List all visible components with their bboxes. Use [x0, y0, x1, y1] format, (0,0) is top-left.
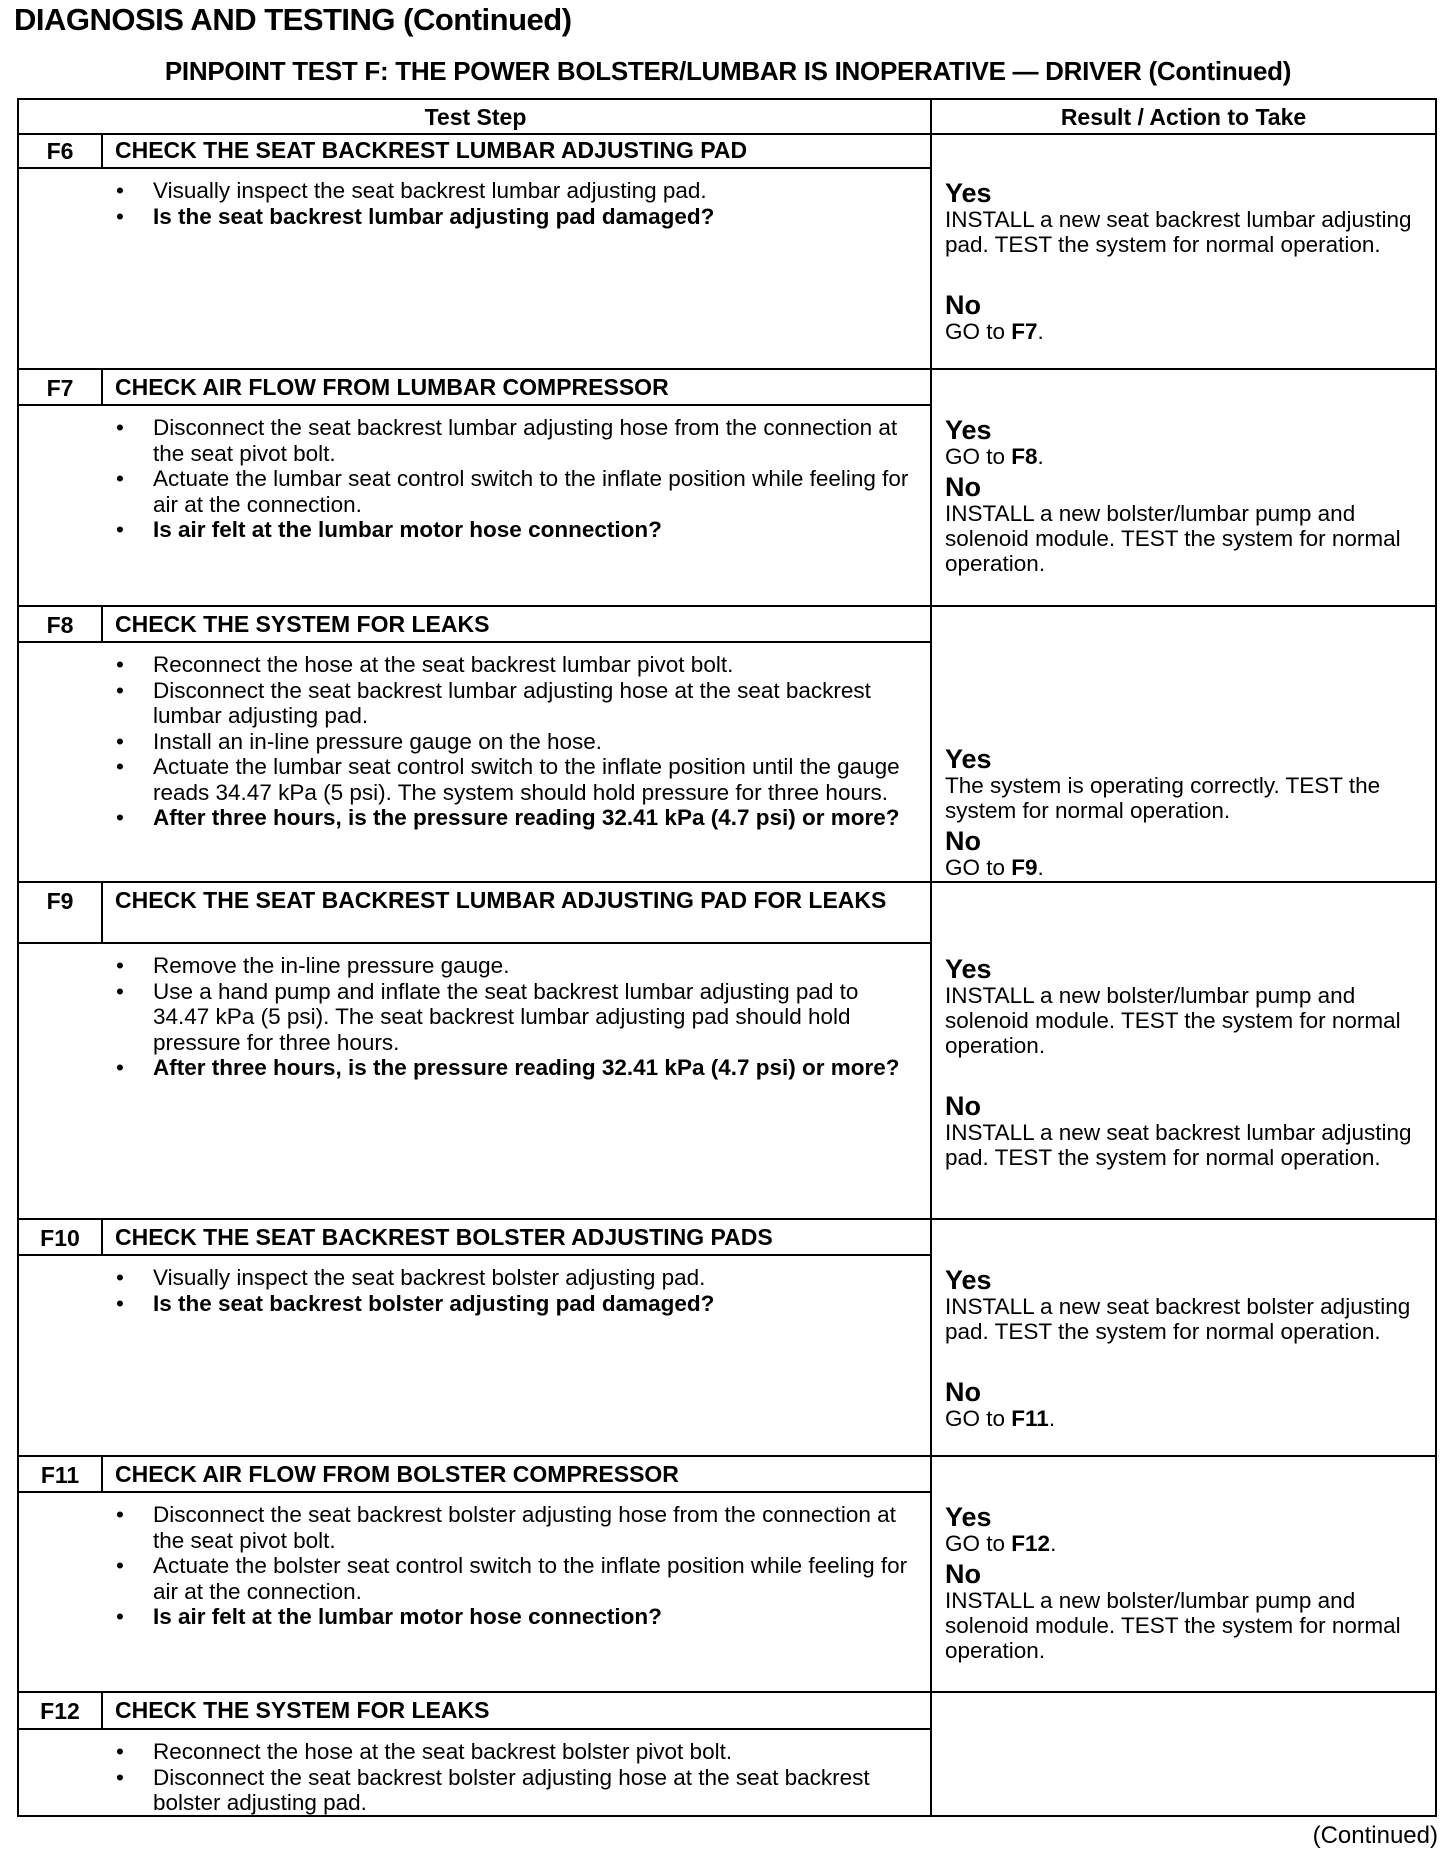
test-step-section: [19, 1693, 1435, 1817]
step-number: F11: [19, 1457, 103, 1491]
result-actions: [945, 955, 1425, 1170]
result-no: [945, 291, 1425, 344]
action-text: GO to: [945, 855, 1012, 880]
bullet-icon: •: [116, 728, 124, 754]
step-instruction: [19, 754, 930, 805]
step-instruction: [19, 1553, 930, 1604]
step-title: CHECK THE SEAT BACKREST LUMBAR ADJUSTING PAD: [115, 137, 748, 163]
result-label: No: [945, 1559, 981, 1589]
result-actions: [945, 1503, 1425, 1663]
column-header-result: Result / Action to Take: [1060, 104, 1307, 130]
instruction-text: Disconnect the seat backrest lumbar adjusting hose from the connection at the seat pivot bolt.: [153, 415, 898, 466]
step-instruction: [19, 1739, 930, 1765]
result-action-text: [945, 983, 1425, 1058]
instruction-text: Install an in-line pressure gauge on the hose.: [153, 728, 603, 754]
action-text: INSTALL a new bolster/lumbar pump and solenoid module. TEST the system for normal operation.: [945, 1588, 1401, 1663]
result-action-text: [945, 855, 1425, 880]
test-step-section: [19, 883, 1435, 1220]
bullet-icon: •: [116, 652, 124, 677]
step-title: CHECK AIR FLOW FROM LUMBAR COMPRESSOR: [115, 374, 669, 400]
step-question: [19, 805, 930, 831]
bullet-icon: •: [116, 1739, 124, 1764]
result-action-text: [945, 1294, 1425, 1344]
step-instruction: [19, 466, 930, 517]
step-instructions: [19, 415, 930, 543]
result-action-text: [945, 773, 1425, 823]
action-text: GO to: [945, 319, 1012, 344]
step-instructions: [19, 1739, 930, 1816]
result-yes: [945, 1503, 1425, 1556]
instruction-text: After three hours, is the pressure reading 32.41 kPa (4.7 psi) or more?: [153, 805, 900, 830]
continued-label: (Continued): [1312, 1822, 1438, 1849]
step-instruction: [19, 1265, 930, 1291]
step-title: CHECK THE SYSTEM FOR LEAKS: [115, 611, 490, 637]
step-instructions: [19, 1502, 930, 1630]
step-number: F12: [19, 1693, 103, 1728]
step-title: CHECK THE SYSTEM FOR LEAKS: [115, 1697, 490, 1723]
result-action-text: [945, 444, 1425, 469]
instruction-text: Is the seat backrest bolster adjusting pad damaged?: [153, 1290, 715, 1316]
step-heading: [19, 1220, 932, 1256]
action-text: INSTALL a new bolster/lumbar pump and solenoid module. TEST the system for normal operation.: [945, 983, 1401, 1058]
step-question: [19, 517, 930, 543]
result-action-text: [945, 1588, 1425, 1663]
instruction-text: Reconnect the hose at the seat backrest bolster pivot bolt.: [153, 1739, 733, 1764]
result-label: Yes: [945, 744, 992, 774]
action-text: INSTALL a new seat backrest lumbar adjusting pad. TEST the system for normal operation.: [945, 1120, 1412, 1170]
bullet-icon: •: [116, 953, 124, 978]
bullet-icon: •: [116, 203, 124, 229]
bullet-icon: •: [116, 1764, 124, 1790]
step-instructions: [19, 1265, 930, 1316]
pinpoint-test-title: PINPOINT TEST F: THE POWER BOLSTER/LUMBAR IS INOPERATIVE — DRIVER (Continued): [164, 56, 1292, 86]
result-actions: [945, 179, 1425, 344]
action-suffix: .: [1050, 1531, 1057, 1556]
table-header: [19, 100, 1435, 135]
instruction-text: Use a hand pump and inflate the seat backrest lumbar adjusting pad to 34.47 kPa (5 psi). The seat backrest lumbar adjusting pad should hold pressure for three hours.: [153, 978, 859, 1055]
bullet-icon: •: [116, 517, 124, 542]
instruction-text: Disconnect the seat backrest bolster adjusting hose at the seat backrest bolster adjusting pad.: [153, 1764, 870, 1815]
instruction-text: Actuate the lumbar seat control switch to the inflate position while feeling for air at the connection.: [153, 466, 909, 517]
action-text: GO to: [945, 1406, 1012, 1431]
test-step-section: [19, 607, 1435, 883]
test-step-section: [19, 370, 1435, 607]
instruction-text: After three hours, is the pressure reading 32.41 kPa (4.7 psi) or more?: [153, 1055, 900, 1080]
step-instruction: [19, 678, 930, 729]
instruction-text: Disconnect the seat backrest lumbar adjusting hose at the seat backrest lumbar adjusting pad.: [153, 677, 871, 728]
action-text: INSTALL a new seat backrest lumbar adjusting pad. TEST the system for normal operation.: [945, 207, 1412, 257]
step-heading: [19, 1457, 932, 1493]
result-action-text: [945, 319, 1425, 344]
step-title: CHECK THE SEAT BACKREST BOLSTER ADJUSTING PADS: [115, 1224, 773, 1250]
step-instruction: [19, 729, 930, 755]
action-suffix: .: [1037, 444, 1044, 469]
go-to-step-link[interactable]: F9: [1011, 855, 1038, 880]
bullet-icon: •: [116, 1604, 124, 1629]
instruction-text: Remove the in-line pressure gauge.: [153, 953, 510, 978]
step-instruction: [19, 1502, 930, 1553]
test-step-section: [19, 133, 1435, 370]
result-label: Yes: [945, 1265, 992, 1295]
step-heading: [19, 883, 932, 944]
step-question: [19, 204, 930, 230]
result-label: Yes: [945, 954, 992, 984]
bullet-icon: •: [116, 1290, 124, 1316]
instruction-text: Visually inspect the seat backrest bolster adjusting pad.: [153, 1265, 706, 1290]
action-text: INSTALL a new bolster/lumbar pump and solenoid module. TEST the system for normal operation.: [945, 501, 1401, 576]
step-title: CHECK AIR FLOW FROM BOLSTER COMPRESSOR: [115, 1461, 679, 1487]
bullet-icon: •: [116, 754, 124, 779]
go-to-step-link[interactable]: F11: [1011, 1406, 1049, 1431]
step-question: [19, 1291, 930, 1317]
result-yes: [945, 1266, 1425, 1344]
instruction-text: Visually inspect the seat backrest lumbar adjusting pad.: [153, 178, 707, 203]
bullet-icon: •: [116, 466, 124, 491]
result-actions: [945, 416, 1425, 576]
action-suffix: .: [1037, 855, 1044, 880]
go-to-step-link[interactable]: F7: [1011, 319, 1038, 344]
action-text: The system is operating correctly. TEST the system for normal operation.: [945, 773, 1381, 823]
result-no: [945, 1092, 1425, 1170]
result-label: Yes: [945, 178, 992, 208]
bullet-icon: •: [116, 805, 124, 830]
result-label: No: [945, 1091, 981, 1121]
result-label: No: [945, 1377, 981, 1407]
bullet-icon: •: [116, 978, 124, 1004]
bullet-icon: •: [116, 1265, 124, 1290]
action-text: GO to: [945, 444, 1012, 469]
step-question: [19, 1604, 930, 1630]
page-title: DIAGNOSIS AND TESTING (Continued): [14, 2, 572, 37]
step-number: F7: [19, 370, 103, 404]
step-question: [19, 1055, 930, 1081]
result-action-text: [945, 501, 1425, 576]
result-no: [945, 473, 1425, 576]
bullet-icon: •: [116, 1502, 124, 1527]
action-text: GO to: [945, 1531, 1012, 1556]
bullet-icon: •: [116, 1553, 124, 1578]
step-title: CHECK THE SEAT BACKREST LUMBAR ADJUSTING PAD FOR LEAKS: [115, 887, 887, 913]
instruction-text: Actuate the lumbar seat control switch to the inflate position until the gauge reads 34.47 kPa (5 psi). The system should hold pressure for three hours.: [153, 754, 900, 805]
result-label: Yes: [945, 1502, 992, 1532]
step-number: F8: [19, 607, 103, 641]
action-suffix: .: [1048, 1406, 1056, 1431]
instruction-text: Actuate the bolster seat control switch to the inflate position while feeling for air at the connection.: [153, 1553, 908, 1604]
result-no: [945, 1560, 1425, 1663]
result-yes: [945, 416, 1425, 469]
step-instructions: [19, 178, 930, 229]
result-yes: [945, 955, 1425, 1058]
test-step-section: [19, 1457, 1435, 1693]
step-instruction: [19, 979, 930, 1056]
instruction-text: Disconnect the seat backrest bolster adjusting hose from the connection at the seat pivot bolt.: [153, 1502, 896, 1553]
instruction-text: Is air felt at the lumbar motor hose connection?: [153, 1604, 662, 1629]
column-header-test-step: Test Step: [424, 104, 527, 130]
result-yes: [945, 745, 1425, 823]
result-label: Yes: [945, 415, 992, 445]
instruction-text: Is air felt at the lumbar motor hose connection?: [153, 517, 662, 542]
pinpoint-test-table: [17, 98, 1437, 1817]
bullet-icon: •: [116, 415, 124, 440]
result-no: [945, 1378, 1425, 1431]
step-instruction: [19, 178, 930, 204]
bullet-icon: •: [116, 1055, 124, 1080]
step-instructions: [19, 652, 930, 831]
step-instruction: [19, 415, 930, 466]
result-actions: [945, 1266, 1425, 1431]
action-text: INSTALL a new seat backrest bolster adjusting pad. TEST the system for normal operation.: [945, 1294, 1411, 1344]
instruction-text: Is the seat backrest lumbar adjusting pad damaged?: [153, 203, 715, 229]
result-label: No: [945, 826, 981, 856]
result-yes: [945, 179, 1425, 257]
bullet-icon: •: [116, 677, 124, 703]
result-action-text: [945, 1120, 1425, 1170]
result-label: No: [945, 290, 981, 320]
step-number: F6: [19, 133, 103, 167]
step-instructions: [19, 953, 930, 1081]
action-suffix: .: [1037, 319, 1044, 344]
step-heading: [19, 133, 932, 169]
test-step-section: [19, 1220, 1435, 1457]
result-label: No: [945, 472, 981, 502]
result-action-text: [945, 207, 1425, 257]
result-action-text: [945, 1406, 1425, 1431]
step-instruction: [19, 652, 930, 678]
step-number: F10: [19, 1220, 103, 1254]
step-number: F9: [19, 883, 103, 942]
instruction-text: Reconnect the hose at the seat backrest lumbar pivot bolt.: [153, 652, 734, 677]
result-action-text: [945, 1531, 1425, 1556]
result-actions: [945, 745, 1425, 880]
step-heading: [19, 370, 932, 406]
step-heading: [19, 607, 932, 643]
go-to-step-link[interactable]: F8: [1011, 444, 1038, 469]
step-heading: [19, 1693, 932, 1730]
bullet-icon: •: [116, 178, 124, 203]
result-no: [945, 827, 1425, 880]
step-instruction: [19, 1765, 930, 1816]
go-to-step-link[interactable]: F12: [1011, 1531, 1051, 1556]
step-instruction: [19, 953, 930, 979]
